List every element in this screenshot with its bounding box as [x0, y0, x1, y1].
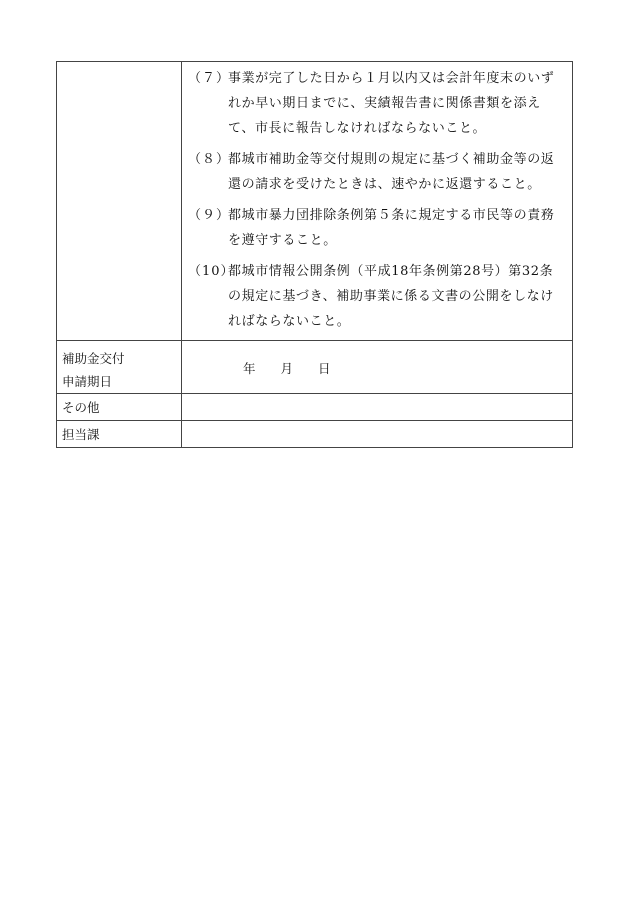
- other-value-cell: [182, 394, 573, 421]
- department-row: [57, 421, 573, 448]
- condition-item: [182, 259, 572, 334]
- application-date-label-line2: 申請期日: [62, 374, 113, 389]
- application-date-row: [57, 341, 573, 394]
- department-value-cell: [182, 421, 573, 448]
- condition-number: （８）: [188, 152, 231, 167]
- department-label: 担当課: [62, 427, 100, 442]
- condition-number: （10）: [188, 264, 235, 279]
- conditions-cell: [182, 62, 573, 341]
- condition-number: （９）: [188, 208, 231, 223]
- condition-item: [182, 147, 572, 197]
- condition-number: （７）: [188, 71, 231, 86]
- conditions-label-cell: [57, 62, 182, 341]
- other-label-cell: [57, 394, 182, 421]
- condition-text: 事業が完了した日から１月以内又は会計年度末のいずれか早い期日までに、実績報告書に関係書類を添えて、市長に報告しなければならないこと。: [228, 71, 555, 136]
- application-date-label-line1: 補助金交付: [62, 351, 125, 366]
- other-value: [182, 394, 572, 397]
- conditions-list: [182, 62, 572, 334]
- conditions-row: [57, 62, 573, 341]
- condition-item: [182, 203, 572, 253]
- other-label: その他: [62, 400, 100, 415]
- condition-text: 都城市情報公開条例（平成18年条例第28号）第32条の規定に基づき、補助事業に係る文書の公開をしなければならないこと。: [228, 264, 554, 329]
- department-label-cell: [57, 421, 182, 448]
- application-date-label: [57, 341, 181, 393]
- other-row: [57, 394, 573, 421]
- application-date-label-cell: [57, 341, 182, 394]
- application-date-value: 年 月 日: [243, 361, 331, 376]
- subsidy-conditions-table: [56, 61, 573, 448]
- application-date-value-cell: [182, 341, 573, 394]
- condition-item: [182, 66, 572, 141]
- condition-text: 都城市補助金等交付規則の規定に基づく補助金等の返還の請求を受けたときは、速やかに返還すること。: [228, 152, 555, 192]
- department-value: [182, 421, 572, 424]
- condition-text: 都城市暴力団排除条例第５条に規定する市民等の責務を遵守すること。: [228, 208, 555, 248]
